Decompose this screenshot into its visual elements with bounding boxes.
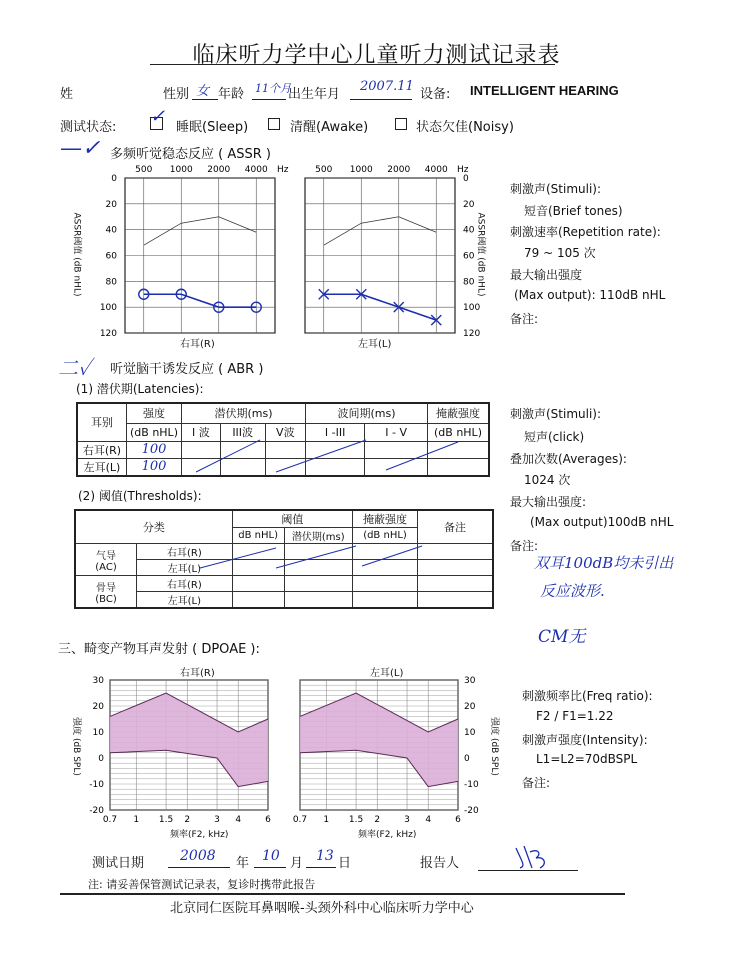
name-label: 姓	[60, 87, 74, 102]
assr-rate-value: 79 ~ 105 次	[524, 246, 596, 260]
dpoae-left-ear-chart	[293, 676, 479, 825]
dpoae-note-label: 备注:	[522, 776, 551, 790]
y-tick-label: 100	[463, 303, 481, 314]
assr-section-title: 多频听觉稳态反应 ( ASSR )	[110, 147, 271, 162]
dpoae-intensity-label: 刺激声强度(Intensity):	[522, 733, 648, 747]
y-tick-label: 120	[463, 329, 481, 339]
y-tick-label: 10	[464, 728, 476, 738]
x-tick-label: 3	[404, 815, 410, 825]
noisy-checkbox[interactable]	[395, 118, 407, 130]
section-two-numeral: 二✓	[58, 356, 91, 380]
y-tick-label: 20	[464, 702, 476, 712]
dpoae-ylabel-right: 强度 (dB SPL)	[488, 717, 499, 776]
x-tick-label: 500	[135, 165, 153, 175]
dpoae-section-title: 三、畸变产物耳声发射 ( DPOAE ):	[58, 642, 260, 657]
footer-rule	[60, 893, 625, 895]
latency2-header: 潜伏期(ms)	[284, 528, 352, 544]
handwritten-note-3: CM无	[538, 627, 586, 647]
reporter-label: 报告人	[420, 856, 460, 871]
bone-conduction-label: 骨导 (BC)	[75, 576, 137, 609]
threshold-line	[144, 294, 257, 307]
masking2-header: 掩蔽强度	[353, 510, 418, 528]
hz-unit-label: Hz	[277, 165, 289, 175]
dpoae-xlabel-left: 频率(F2, kHz)	[170, 830, 229, 840]
x-tick-label: 4	[425, 815, 432, 825]
day-value: 13	[316, 848, 334, 864]
abr-avg-label: 叠加次数(Averages):	[510, 452, 627, 466]
x-tick-label: 1.5	[158, 815, 174, 825]
x-tick-label: 1000	[349, 165, 373, 175]
y-tick-label: 20	[92, 702, 104, 712]
masking-header: 掩蔽强度	[428, 403, 490, 423]
y-tick-label: -20	[464, 806, 479, 816]
year-label: 年	[236, 856, 250, 871]
assr-note-label: 备注:	[510, 312, 539, 326]
awake-option: 清醒(Awake)	[290, 120, 369, 135]
intensity-unit: (dB nHL)	[127, 423, 182, 441]
air-conduction-label: 气导 (AC)	[75, 544, 137, 576]
year-value: 2008	[180, 848, 216, 864]
x-tick-label: 3	[214, 815, 220, 825]
x-tick-label: 4	[235, 815, 242, 825]
month-label: 月	[290, 856, 304, 871]
dob-underline	[350, 99, 412, 100]
ac-left-ear: 左耳(L)	[137, 560, 233, 576]
gender-label: 性别	[163, 87, 190, 102]
x-tick-label: 1	[323, 815, 330, 825]
dpoae-intensity-value: L1=L2=70dBSPL	[536, 752, 638, 766]
abr-note-label: 备注:	[510, 539, 539, 553]
y-tick-label: 0	[463, 174, 469, 184]
date-label: 测试日期	[92, 856, 145, 871]
assr-ylabel-left: ASSR阈值 (dB nHL)	[71, 212, 82, 297]
x-tick-label: 6	[455, 815, 461, 825]
wave-i-header: I 波	[182, 423, 221, 441]
dpoae-right-caption: 右耳(R)	[180, 668, 215, 679]
hz-unit-label: Hz	[457, 165, 469, 175]
noisy-option: 状态欠佳(Noisy)	[416, 120, 514, 135]
abr-stimuli-label: 刺激声(Stimuli):	[510, 407, 602, 421]
abr-stimuli-value: 短声(click)	[524, 430, 585, 444]
y-tick-label: 0	[464, 754, 470, 764]
device-value: INTELLIGENT HEARING	[470, 83, 619, 98]
masking2-unit: (dB nHL)	[353, 528, 418, 544]
year-underline	[168, 867, 230, 868]
right-ear-intensity: 100	[127, 441, 182, 458]
assr-stimuli-value: 短音(Brief tones)	[524, 204, 623, 218]
bc-right-ear: 右耳(R)	[137, 576, 233, 592]
day-underline	[306, 867, 336, 868]
day-label: 日	[338, 856, 352, 871]
assr-charts	[70, 160, 510, 350]
interval-header: 波间期(ms)	[306, 403, 428, 423]
assr-max-label: 最大输出强度	[510, 268, 583, 282]
x-tick-label: 1	[133, 815, 140, 825]
x-tick-label: 1.5	[348, 815, 364, 825]
category-header: 分类	[75, 510, 232, 544]
abr-max-label: 最大输出强度:	[510, 495, 587, 509]
y-tick-label: 0	[111, 174, 117, 184]
x-tick-label: 2000	[207, 165, 231, 175]
y-tick-label: 120	[99, 329, 117, 339]
y-tick-label: 40	[463, 225, 475, 236]
right-ear-row-label: 右耳(R)	[77, 441, 127, 458]
handwritten-note-2: 反应波形.	[540, 582, 605, 600]
x-tick-label: 4000	[244, 165, 268, 175]
x-tick-label: 0.7	[102, 815, 118, 825]
y-tick-label: 40	[105, 225, 117, 236]
assr-right-ear-chart	[100, 165, 289, 339]
dob-label: 出生年月	[288, 87, 341, 102]
dbnhl-header: dB nHL)	[232, 528, 284, 544]
x-tick-label: 2000	[387, 165, 411, 175]
normal-reference-line	[144, 217, 257, 245]
abr-max-value: (Max output)100dB nHL	[530, 515, 674, 529]
note-header: 备注	[418, 510, 494, 544]
masking-unit: (dB nHL)	[428, 423, 490, 441]
dpoae-ratio-value: F2 / F1=1.22	[536, 709, 614, 723]
wave-v-header: V波	[265, 423, 305, 441]
abr-avg-value: 1024 次	[524, 473, 571, 487]
interval-i-iii-header: I -III	[306, 423, 365, 441]
y-tick-label: 60	[463, 251, 475, 262]
check-mark-icon: ✓	[150, 106, 166, 127]
abr-section-title: 听觉脑干诱发反应 ( ABR )	[110, 362, 264, 377]
x-tick-label: 4000	[424, 165, 448, 175]
title-underline	[150, 64, 555, 65]
x-tick-label: 2	[374, 815, 381, 825]
y-tick-label: 30	[92, 676, 104, 686]
y-tick-label: 20	[105, 199, 117, 210]
ear-header: 耳别	[77, 403, 127, 441]
dpoae-right-ear-chart	[89, 676, 271, 825]
dpoae-xlabel-right: 频率(F2, kHz)	[358, 830, 417, 840]
handwritten-note-1: 双耳100dB均未引出	[534, 554, 674, 572]
dpoae-ylabel-left: 强度 (dB SPL)	[70, 717, 81, 776]
dpoae-ratio-label: 刺激频率比(Freq ratio):	[522, 689, 653, 703]
test-state-label: 测试状态:	[60, 120, 117, 135]
y-tick-label: -20	[89, 806, 104, 816]
bc-left-ear: 左耳(L)	[137, 592, 233, 609]
age-label: 年龄	[218, 87, 245, 102]
age-underline	[252, 99, 286, 100]
awake-checkbox[interactable]	[268, 118, 280, 130]
assr-left-caption: 左耳(L)	[358, 339, 392, 350]
dpoae-left-caption: 左耳(L)	[370, 668, 404, 679]
latency-header: 潜伏期(ms)	[182, 403, 306, 423]
y-tick-label: 60	[105, 251, 117, 262]
dob-value: 2007.11	[360, 79, 414, 94]
y-tick-label: 10	[92, 728, 104, 738]
normal-reference-line	[324, 217, 437, 245]
latency-strike-lines	[190, 438, 460, 476]
y-tick-label: 100	[99, 303, 117, 314]
assr-ylabel-right: ASSR阈值 (dB nHL)	[475, 212, 486, 297]
x-tick-label: 2	[184, 815, 191, 825]
gender-value: 女	[196, 84, 210, 99]
x-tick-label: 500	[315, 165, 333, 175]
assr-rate-label: 刺激速率(Repetition rate):	[510, 225, 661, 239]
threshold-strike-lines	[196, 542, 426, 572]
section-one-numeral: —✓	[60, 136, 101, 161]
y-tick-label: -10	[89, 780, 104, 790]
left-ear-intensity: 100	[127, 458, 182, 476]
y-tick-label: 0	[98, 754, 104, 764]
interval-i-v-header: I - V	[365, 423, 428, 441]
assr-max-value: (Max output): 110dB nHL	[514, 288, 666, 302]
y-tick-label: -10	[464, 780, 479, 790]
y-tick-label: 30	[464, 676, 476, 686]
institution: 北京同仁医院耳鼻咽喉-头颈外科中心临床听力学中心	[170, 901, 474, 916]
month-underline	[254, 867, 286, 868]
month-value: 10	[262, 848, 280, 864]
x-tick-label: 1000	[169, 165, 193, 175]
ac-right-ear: 右耳(R)	[137, 544, 233, 560]
assr-right-caption: 右耳(R)	[180, 339, 215, 350]
abr-thresholds-label: (2) 阈值(Thresholds):	[78, 489, 202, 503]
x-tick-label: 0.7	[292, 815, 308, 825]
y-tick-label: 80	[463, 277, 475, 288]
threshold-header: 阈值	[232, 510, 352, 528]
assr-stimuli-label: 刺激声(Stimuli):	[510, 182, 602, 196]
device-label: 设备:	[420, 87, 451, 102]
reporter-signature	[512, 842, 552, 872]
assr-left-ear-chart	[305, 165, 480, 339]
gender-underline	[192, 99, 218, 100]
intensity-header: 强度	[127, 403, 182, 423]
abr-latencies-label: (1) 潜伏期(Latencies):	[76, 382, 204, 396]
x-tick-label: 6	[265, 815, 271, 825]
dpoae-charts	[70, 670, 510, 840]
age-value: 11个月	[255, 82, 291, 95]
y-tick-label: 20	[463, 199, 475, 210]
wave-iii-header: III波	[220, 423, 265, 441]
y-tick-label: 80	[105, 277, 117, 288]
sleep-option: 睡眠(Sleep)	[176, 120, 249, 135]
footer-note: 注: 请妥善保管测试记录表，复诊时携带此报告	[88, 878, 316, 891]
left-ear-row-label: 左耳(L)	[77, 458, 127, 476]
form-title: 临床听力学中心儿童听力测试记录表	[192, 43, 561, 68]
